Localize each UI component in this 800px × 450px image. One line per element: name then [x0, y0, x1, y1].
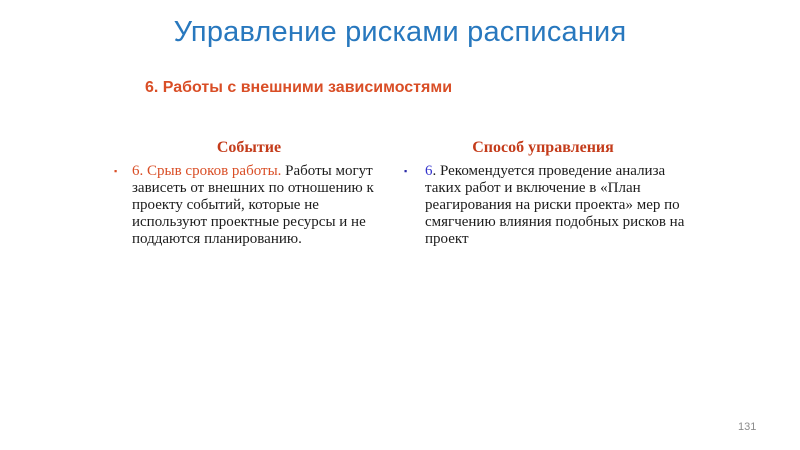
method-bullet-text: [425, 163, 688, 248]
method-body-text: . Рекомендуется проведение анализа таких работ и включение в «План реагирования на риски проекта» мер по смягчению влияния подобных рисков на проект: [425, 163, 685, 247]
method-column-header: Способ управления: [472, 139, 614, 156]
slide-subtitle: 6. Работы с внешними зависимостями: [145, 79, 453, 96]
method-bullet-item: [398, 163, 688, 248]
event-lead-text: 6. Срыв сроков работы.: [132, 163, 282, 179]
event-bullet-text: [132, 163, 390, 248]
method-column: [398, 139, 688, 248]
bullet-icon: ▪: [404, 166, 408, 176]
event-column-header: Событие: [216, 139, 282, 156]
event-body-text: Работы могут зависеть от внешних по отношению к проекту событий, которые не используют проектные ресурсы и не поддаются планированию.: [132, 163, 374, 247]
event-column: [108, 139, 390, 248]
method-lead-text: 6: [425, 163, 433, 179]
slide-title: Управление рисками расписания: [173, 16, 627, 48]
page-number: 131: [738, 421, 757, 433]
event-bullet-item: [108, 163, 390, 248]
bullet-icon: ▪: [114, 166, 118, 176]
